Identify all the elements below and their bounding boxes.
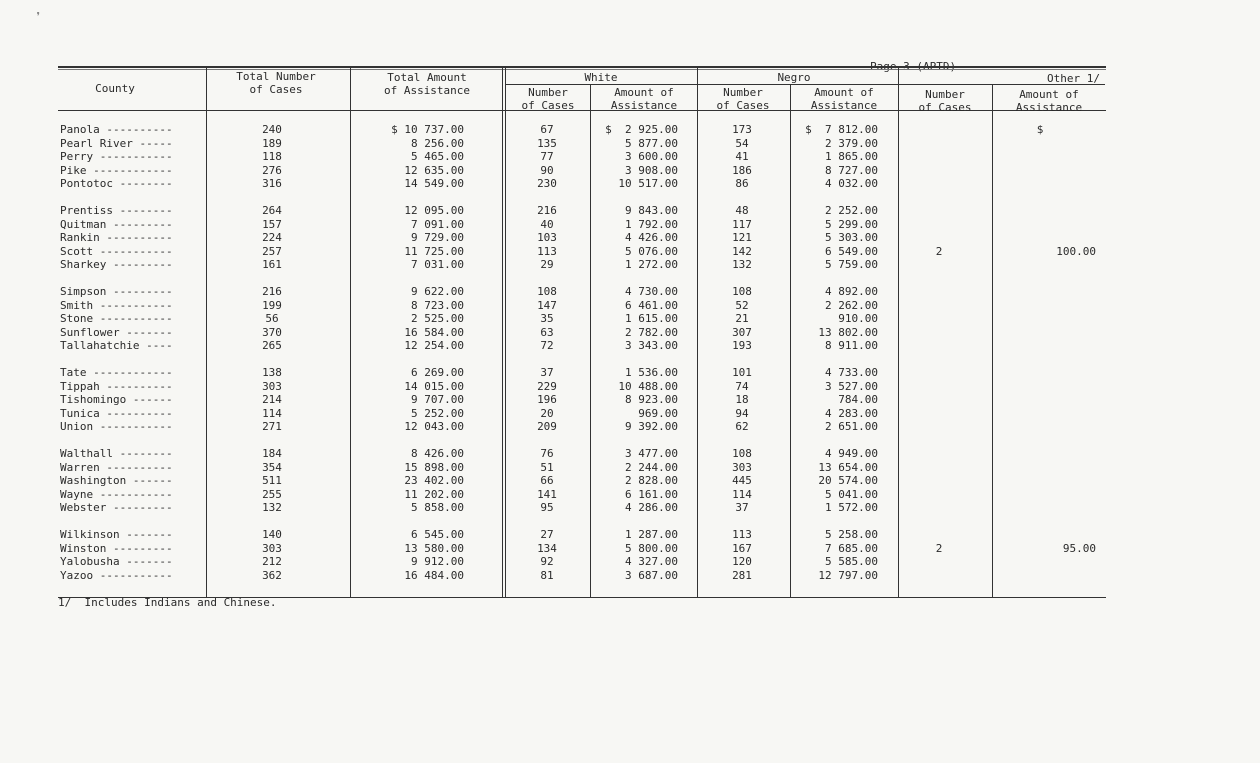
cell-total-amount: 5 858.00 bbox=[411, 501, 464, 514]
cell-total-cases: 114 bbox=[262, 406, 282, 420]
cell-white-amount: 10 488.00 bbox=[618, 379, 678, 393]
cell-white-cases: 209 bbox=[537, 420, 557, 433]
header-total-cases-line1: Total Number bbox=[236, 70, 316, 83]
cell-county: Yazoo ----------- bbox=[60, 568, 173, 582]
col-divider bbox=[206, 68, 207, 598]
cell-total-amount: 5 252.00 bbox=[411, 406, 464, 420]
cell-negro-amount: 5 303.00 bbox=[825, 231, 878, 244]
header-line: Amount of bbox=[614, 86, 674, 99]
footnote: 1/ Includes Indians and Chinese. bbox=[58, 596, 277, 609]
cell-total-amount: 12 095.00 bbox=[404, 204, 464, 217]
cell-county: Smith ----------- bbox=[60, 298, 173, 312]
cell-county: Washington ------ bbox=[60, 474, 173, 487]
cell-total-cases: 138 bbox=[262, 366, 282, 379]
cell-total-cases: 276 bbox=[262, 163, 282, 177]
cell-white-amount: 4 286.00 bbox=[625, 501, 678, 514]
cell-white-amount: $ 2 925.00 bbox=[605, 123, 678, 136]
cell-total-cases: 303 bbox=[262, 379, 282, 393]
cell-negro-cases: 303 bbox=[732, 460, 752, 474]
header-line: of Cases bbox=[521, 99, 575, 112]
cell-negro-amount: 4 032.00 bbox=[825, 177, 878, 190]
cell-negro-amount: 2 262.00 bbox=[825, 298, 878, 312]
cell-negro-amount: 5 585.00 bbox=[825, 555, 878, 568]
cell-negro-amount: 13 802.00 bbox=[818, 325, 878, 339]
cell-negro-cases: 108 bbox=[732, 285, 752, 298]
header-white: White bbox=[584, 71, 618, 84]
cell-county: Pearl River ----- bbox=[60, 136, 173, 150]
cell-total-amount: 23 402.00 bbox=[404, 474, 464, 487]
cell-total-cases: 189 bbox=[262, 136, 282, 150]
cell-white-amount: 3 343.00 bbox=[625, 339, 678, 352]
cell-white-amount: 1 615.00 bbox=[625, 312, 678, 325]
cell-total-cases: 354 bbox=[262, 460, 282, 474]
cell-other-cases: 2 bbox=[935, 541, 943, 555]
cell-total-cases: 56 bbox=[265, 312, 279, 325]
col-divider bbox=[590, 84, 591, 598]
header-total-cases bbox=[210, 70, 342, 96]
cell-negro-amount: 8 911.00 bbox=[825, 339, 878, 352]
cell-negro-amount: 2 379.00 bbox=[825, 136, 878, 150]
cell-total-amount: 6 545.00 bbox=[411, 528, 464, 541]
cell-white-amount: 3 908.00 bbox=[625, 163, 678, 177]
header-total-amount-line2: of Assistance bbox=[383, 84, 471, 97]
cell-white-amount: 2 244.00 bbox=[625, 460, 678, 474]
cell-white-cases: 113 bbox=[537, 244, 557, 258]
cell-negro-cases: 113 bbox=[732, 528, 752, 541]
cell-negro-cases: 307 bbox=[732, 325, 752, 339]
cell-total-cases: 157 bbox=[262, 217, 282, 231]
cell-negro-amount: 8 727.00 bbox=[825, 163, 878, 177]
cell-county: Tippah ---------- bbox=[60, 379, 173, 393]
cell-total-cases: 240 bbox=[262, 123, 282, 136]
cell-negro-cases: 281 bbox=[732, 568, 752, 582]
cell-negro-amount: 1 572.00 bbox=[825, 501, 878, 514]
cell-white-cases: 92 bbox=[540, 555, 554, 568]
cell-total-cases: 511 bbox=[262, 474, 282, 487]
cell-county: Quitman --------- bbox=[60, 217, 173, 231]
cell-white-cases: 77 bbox=[540, 150, 554, 163]
cell-total-amount: 16 584.00 bbox=[404, 325, 464, 339]
header-line: Amount of bbox=[1019, 88, 1079, 101]
cell-white-amount: 10 517.00 bbox=[618, 177, 678, 190]
cell-county: Simpson --------- bbox=[60, 285, 173, 298]
cell-total-amount: 14 549.00 bbox=[404, 177, 464, 190]
cell-county: Winston --------- bbox=[60, 541, 173, 555]
cell-negro-amount: 20 574.00 bbox=[818, 474, 878, 487]
cell-negro-cases: 101 bbox=[732, 366, 752, 379]
cell-total-cases: 257 bbox=[262, 244, 282, 258]
cell-total-cases: 132 bbox=[262, 501, 282, 514]
cell-negro-amount: 2 651.00 bbox=[825, 420, 878, 433]
col-divider bbox=[790, 84, 791, 598]
cell-county: Union ----------- bbox=[60, 420, 173, 433]
cell-negro-amount: 4 733.00 bbox=[825, 366, 878, 379]
cell-negro-cases: 21 bbox=[735, 312, 749, 325]
cell-total-amount: 16 484.00 bbox=[404, 568, 464, 582]
cell-county: Sunflower ------- bbox=[60, 325, 173, 339]
cell-total-amount: 14 015.00 bbox=[404, 379, 464, 393]
cell-white-cases: 63 bbox=[540, 325, 554, 339]
cell-total-amount: 8 723.00 bbox=[411, 298, 464, 312]
cell-other-amount: $ bbox=[1036, 123, 1044, 136]
cell-white-cases: 230 bbox=[537, 177, 557, 190]
header-white-cases bbox=[508, 86, 588, 112]
header-total-amount-line1: Total Amount bbox=[387, 71, 467, 84]
cell-white-amount: 2 828.00 bbox=[625, 474, 678, 487]
cell-total-amount: 12 254.00 bbox=[404, 339, 464, 352]
cell-total-amount: 5 465.00 bbox=[411, 150, 464, 163]
cell-county: Wayne ----------- bbox=[60, 487, 173, 501]
cell-total-cases: 264 bbox=[262, 204, 282, 217]
cell-county: Tallahatchie ---- bbox=[60, 339, 173, 352]
cell-total-cases: 214 bbox=[262, 393, 282, 406]
cell-white-amount: 2 782.00 bbox=[625, 325, 678, 339]
cell-total-cases: 216 bbox=[262, 285, 282, 298]
cell-total-amount: $ 10 737.00 bbox=[391, 123, 464, 136]
cell-negro-cases: 62 bbox=[735, 420, 749, 433]
cell-total-amount: 13 580.00 bbox=[404, 541, 464, 555]
cell-negro-amount: 6 549.00 bbox=[825, 244, 878, 258]
cell-negro-cases: 167 bbox=[732, 541, 752, 555]
cell-negro-amount: 13 654.00 bbox=[818, 460, 878, 474]
cell-total-amount: 11 725.00 bbox=[404, 244, 464, 258]
cell-white-cases: 141 bbox=[537, 487, 557, 501]
cell-total-amount: 6 269.00 bbox=[411, 366, 464, 379]
header-total-amount bbox=[354, 71, 500, 97]
cell-white-amount: 4 327.00 bbox=[625, 555, 678, 568]
cell-total-cases: 161 bbox=[262, 258, 282, 271]
cell-total-cases: 118 bbox=[262, 150, 282, 163]
cell-white-amount: 5 076.00 bbox=[625, 244, 678, 258]
cell-negro-amount: 5 299.00 bbox=[825, 217, 878, 231]
cell-other-cases: 2 bbox=[935, 244, 943, 258]
cell-white-amount: 8 923.00 bbox=[625, 393, 678, 406]
cell-negro-cases: 52 bbox=[735, 298, 749, 312]
cell-negro-amount: 5 759.00 bbox=[825, 258, 878, 271]
cell-white-amount: 1 792.00 bbox=[625, 217, 678, 231]
header-negro-cases bbox=[700, 86, 786, 112]
cell-white-cases: 51 bbox=[540, 460, 554, 474]
cell-white-amount: 3 600.00 bbox=[625, 150, 678, 163]
cell-negro-amount: 2 252.00 bbox=[825, 204, 878, 217]
cell-other-amount: 95.00 bbox=[1062, 541, 1096, 555]
cell-white-cases: 90 bbox=[540, 163, 554, 177]
cell-total-cases: 224 bbox=[262, 231, 282, 244]
cell-county: Tate ------------ bbox=[60, 366, 173, 379]
cell-total-cases: 212 bbox=[262, 555, 282, 568]
scan-speck: ❜ bbox=[34, 10, 43, 26]
cell-negro-amount: 910.00 bbox=[838, 312, 878, 325]
header-county: County bbox=[95, 82, 135, 95]
cell-total-cases: 316 bbox=[262, 177, 282, 190]
cell-total-cases: 184 bbox=[262, 447, 282, 460]
col-divider bbox=[505, 68, 506, 598]
cell-total-cases: 265 bbox=[262, 339, 282, 352]
cell-county: Panola ---------- bbox=[60, 123, 173, 136]
cell-negro-cases: 132 bbox=[732, 258, 752, 271]
cell-negro-amount: $ 7 812.00 bbox=[805, 123, 878, 136]
header-line: Assistance bbox=[1015, 101, 1083, 114]
col-divider bbox=[898, 68, 899, 598]
header-negro: Negro bbox=[777, 71, 811, 84]
col-divider bbox=[502, 68, 503, 598]
header-other-amount bbox=[996, 88, 1102, 114]
cell-negro-amount: 1 865.00 bbox=[825, 150, 878, 163]
cell-county: Perry ----------- bbox=[60, 150, 173, 163]
header-line: of Cases bbox=[918, 101, 972, 114]
cell-negro-cases: 86 bbox=[735, 177, 749, 190]
cell-white-amount: 1 287.00 bbox=[625, 528, 678, 541]
cell-county: Pike ------------ bbox=[60, 163, 173, 177]
cell-county: Pontotoc -------- bbox=[60, 177, 173, 190]
cell-white-cases: 147 bbox=[537, 298, 557, 312]
cell-county: Stone ----------- bbox=[60, 312, 173, 325]
cell-white-amount: 1 272.00 bbox=[625, 258, 678, 271]
cell-white-cases: 196 bbox=[537, 393, 557, 406]
cell-county: Walthall -------- bbox=[60, 447, 173, 460]
cell-white-cases: 29 bbox=[540, 258, 554, 271]
cell-white-amount: 6 161.00 bbox=[625, 487, 678, 501]
cell-white-cases: 67 bbox=[540, 123, 554, 136]
cell-white-amount: 9 843.00 bbox=[625, 204, 678, 217]
cell-negro-cases: 37 bbox=[735, 501, 749, 514]
cell-white-cases: 134 bbox=[537, 541, 557, 555]
cell-negro-cases: 142 bbox=[732, 244, 752, 258]
cell-white-cases: 35 bbox=[540, 312, 554, 325]
cell-negro-cases: 18 bbox=[735, 393, 749, 406]
cell-total-amount: 9 729.00 bbox=[411, 231, 464, 244]
cell-total-amount: 2 525.00 bbox=[411, 312, 464, 325]
header-line: Assistance bbox=[610, 99, 678, 112]
cell-negro-amount: 5 041.00 bbox=[825, 487, 878, 501]
header-total-cases-line2: of Cases bbox=[249, 83, 303, 96]
cell-negro-cases: 193 bbox=[732, 339, 752, 352]
cell-total-amount: 12 043.00 bbox=[404, 420, 464, 433]
cell-negro-cases: 74 bbox=[735, 379, 749, 393]
col-divider bbox=[350, 68, 351, 598]
cell-white-amount: 4 730.00 bbox=[625, 285, 678, 298]
cell-white-amount: 3 687.00 bbox=[625, 568, 678, 582]
cell-white-amount: 1 536.00 bbox=[625, 366, 678, 379]
cell-white-cases: 135 bbox=[537, 136, 557, 150]
cell-total-amount: 8 256.00 bbox=[411, 136, 464, 150]
cell-county: Tunica ---------- bbox=[60, 406, 173, 420]
cell-white-cases: 40 bbox=[540, 217, 554, 231]
cell-white-cases: 95 bbox=[540, 501, 554, 514]
cell-negro-cases: 54 bbox=[735, 136, 749, 150]
cell-white-cases: 229 bbox=[537, 379, 557, 393]
cell-white-amount: 9 392.00 bbox=[625, 420, 678, 433]
cell-total-amount: 7 091.00 bbox=[411, 217, 464, 231]
cell-negro-cases: 108 bbox=[732, 447, 752, 460]
cell-total-cases: 199 bbox=[262, 298, 282, 312]
cell-total-amount: 11 202.00 bbox=[404, 487, 464, 501]
cell-white-amount: 6 461.00 bbox=[625, 298, 678, 312]
cell-negro-amount: 4 892.00 bbox=[825, 285, 878, 298]
cell-white-cases: 37 bbox=[540, 366, 554, 379]
cell-total-cases: 370 bbox=[262, 325, 282, 339]
cell-county: Webster --------- bbox=[60, 501, 173, 514]
cell-white-cases: 103 bbox=[537, 231, 557, 244]
cell-negro-cases: 94 bbox=[735, 406, 749, 420]
cell-negro-cases: 41 bbox=[735, 150, 749, 163]
cell-county: Warren ---------- bbox=[60, 460, 173, 474]
cell-negro-cases: 120 bbox=[732, 555, 752, 568]
cell-white-cases: 108 bbox=[537, 285, 557, 298]
cell-total-amount: 9 912.00 bbox=[411, 555, 464, 568]
cell-negro-cases: 114 bbox=[732, 487, 752, 501]
cell-county: Yalobusha ------- bbox=[60, 555, 173, 568]
cell-negro-amount: 4 949.00 bbox=[825, 447, 878, 460]
header-line: Assistance bbox=[810, 99, 878, 112]
cell-white-cases: 66 bbox=[540, 474, 554, 487]
cell-county: Sharkey --------- bbox=[60, 258, 173, 271]
cell-total-amount: 12 635.00 bbox=[404, 163, 464, 177]
header-line: Amount of bbox=[814, 86, 874, 99]
cell-total-cases: 255 bbox=[262, 487, 282, 501]
cell-white-amount: 5 800.00 bbox=[625, 541, 678, 555]
cell-white-amount: 969.00 bbox=[638, 406, 678, 420]
cell-negro-cases: 117 bbox=[732, 217, 752, 231]
cell-county: Rankin ---------- bbox=[60, 231, 173, 244]
cell-negro-cases: 186 bbox=[732, 163, 752, 177]
cell-white-cases: 76 bbox=[540, 447, 554, 460]
cell-negro-amount: 5 258.00 bbox=[825, 528, 878, 541]
header-other: Other 1/ bbox=[1047, 72, 1100, 85]
cell-negro-cases: 48 bbox=[735, 204, 749, 217]
header-negro-amount bbox=[794, 86, 894, 112]
col-divider bbox=[992, 84, 993, 598]
cell-total-amount: 7 031.00 bbox=[411, 258, 464, 271]
cell-county: Wilkinson ------- bbox=[60, 528, 173, 541]
cell-county: Prentiss -------- bbox=[60, 204, 173, 217]
cell-negro-cases: 445 bbox=[732, 474, 752, 487]
cell-white-amount: 5 877.00 bbox=[625, 136, 678, 150]
cell-county: Tishomingo ------ bbox=[60, 393, 173, 406]
cell-white-amount: 4 426.00 bbox=[625, 231, 678, 244]
header-line: Number bbox=[528, 86, 568, 99]
cell-negro-amount: 4 283.00 bbox=[825, 406, 878, 420]
cell-total-cases: 271 bbox=[262, 420, 282, 433]
header-line: of Cases bbox=[716, 99, 770, 112]
cell-county: Scott ----------- bbox=[60, 244, 173, 258]
cell-white-cases: 20 bbox=[540, 406, 554, 420]
cell-negro-amount: 3 527.00 bbox=[825, 379, 878, 393]
cell-total-cases: 362 bbox=[262, 568, 282, 582]
cell-negro-amount: 12 797.00 bbox=[818, 568, 878, 582]
cell-white-amount: 3 477.00 bbox=[625, 447, 678, 460]
cell-total-cases: 303 bbox=[262, 541, 282, 555]
header-line: Number bbox=[723, 86, 763, 99]
cell-white-cases: 72 bbox=[540, 339, 554, 352]
cell-total-cases: 140 bbox=[262, 528, 282, 541]
col-divider bbox=[697, 68, 698, 598]
header-white-amount bbox=[594, 86, 694, 112]
cell-total-amount: 9 622.00 bbox=[411, 285, 464, 298]
cell-total-amount: 8 426.00 bbox=[411, 447, 464, 460]
cell-total-amount: 9 707.00 bbox=[411, 393, 464, 406]
cell-negro-amount: 784.00 bbox=[838, 393, 878, 406]
cell-white-cases: 81 bbox=[540, 568, 554, 582]
cell-total-amount: 15 898.00 bbox=[404, 460, 464, 474]
cell-negro-cases: 173 bbox=[732, 123, 752, 136]
header-other-cases bbox=[902, 88, 988, 114]
cell-negro-cases: 121 bbox=[732, 231, 752, 244]
cell-white-cases: 216 bbox=[537, 204, 557, 217]
cell-negro-amount: 7 685.00 bbox=[825, 541, 878, 555]
cell-other-amount: 100.00 bbox=[1056, 244, 1096, 258]
header-line: Number bbox=[925, 88, 965, 101]
top-rule bbox=[58, 66, 1106, 68]
cell-white-cases: 27 bbox=[540, 528, 554, 541]
